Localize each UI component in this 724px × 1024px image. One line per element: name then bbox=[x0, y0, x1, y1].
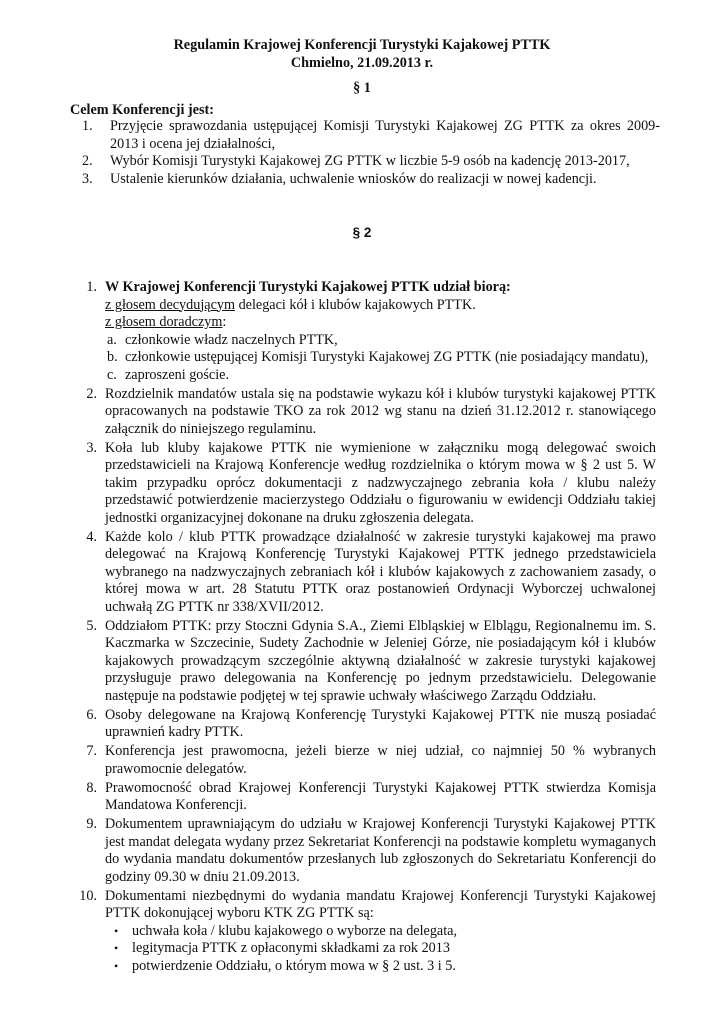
bullet-text: potwierdzenie Oddziału, o którym mowa w § 2 ust. 3 i 5. bbox=[132, 957, 456, 974]
sublist-item bbox=[105, 349, 656, 367]
item-number: 7. bbox=[86, 743, 97, 759]
sub-text: członkowie władz naczelnych PTTK, bbox=[125, 331, 338, 348]
item-number: 1. bbox=[86, 279, 97, 295]
decisive-vote-text: delegaci kół i klubów kajakowych PTTK. bbox=[235, 296, 476, 313]
decisive-vote-label: z głosem decydującym bbox=[105, 296, 236, 313]
advisory-vote-line bbox=[105, 314, 656, 332]
item-text: Koła lub kluby kajakowe PTTK nie wymienione w załączniku mogą delegować swoich przedstawicieli na Krajową Konferencje według rozdzielnika o którym mowa w § 2 ust 5. W takim przypadku oprócz dokumentacji z nadzwyczajnego zebrania koła / klubu należy przedstawić potwierdzenie macierzystego Oddziału o figurowaniu w ewidencji Oddziału takiej jednostki organizacyjnej dokonane na druku zgłoszenia delegata. bbox=[105, 439, 656, 526]
list-item bbox=[74, 279, 656, 384]
sub-letter: c. bbox=[107, 366, 117, 383]
list-item bbox=[70, 171, 660, 189]
item-text: Konferencja jest prawomocna, jeżeli bierze w niej udział, co najmniej 50 % wybranych prawomocnie delegatów. bbox=[105, 743, 656, 777]
list-item bbox=[70, 153, 660, 171]
item-text: Dokumentami niezbędnymi do wydania mandatu Krajowej Konferencji Turystyki Kajakowej PTTK dokonującej wyboru KTK ZG PTTK są: bbox=[105, 887, 656, 921]
sub-text: członkowie ustępującej Komisji Turystyki Kajakowej ZG PTTK (nie posiadający mandatu), bbox=[125, 349, 649, 365]
item-text: Oddziałom PTTK: przy Stoczni Gdynia S.A., Ziemi Elbląskiej w Elblągu, Regionalnemu im. S. Kaczmarka w Szczecinie, Sudety Zachodnie w Jeleniej Górze, nie posiadającym kół i klubów kajakowych prowadzącym szczególnie aktywną działalność w zakresie turystyki kajakowej przysługuje prawo delegowania na Konferencję po jednym przedstawicielu. Delegowanie następuje na podstawie podjętej w tej sprawie uchwały właściwego Zarządu Oddziału. bbox=[105, 617, 656, 704]
list-item bbox=[74, 816, 656, 886]
list-item bbox=[74, 743, 656, 778]
item-number: 2. bbox=[82, 153, 93, 169]
bullet-item bbox=[105, 958, 656, 976]
decisive-vote-line bbox=[105, 297, 656, 315]
sub-letter: a. bbox=[107, 331, 117, 348]
place-date: Chmielno, 21.09.2013 r. bbox=[290, 55, 434, 71]
list-item bbox=[74, 386, 656, 439]
list-item bbox=[74, 780, 656, 815]
sublist-item bbox=[105, 367, 656, 385]
item-text: Wybór Komisji Turystyki Kajakowej ZG PTTK w liczbie 5-9 osób na kadencję 2013-2017, bbox=[110, 153, 630, 169]
item-number: 3. bbox=[86, 439, 97, 456]
item-text: Ustalenie kierunków działania, uchwalenie wniosków do realizacji w nowej kadencji. bbox=[110, 170, 597, 187]
item-number: 1. bbox=[82, 118, 93, 134]
sublist-item bbox=[105, 332, 656, 350]
sub-letter: b. bbox=[107, 349, 118, 365]
list-item bbox=[74, 888, 656, 976]
item-number: 6. bbox=[86, 706, 97, 723]
item-number: 9. bbox=[86, 816, 97, 832]
item-text: Przyjęcie sprawozdania ustępującej Komisji Turystyki Kajakowej ZG PTTK za okres 2009-2013 i ocena jej działalności, bbox=[110, 118, 660, 152]
section-2-heading: § 2 bbox=[352, 225, 372, 240]
section-2-list bbox=[74, 279, 656, 977]
bullet-item bbox=[105, 923, 656, 941]
section-1-list bbox=[70, 118, 660, 188]
bullet-icon: • bbox=[114, 923, 119, 938]
bullet-text: uchwała koła / klubu kajakowego o wyborze na delegata, bbox=[132, 922, 458, 939]
documents-bullet-list bbox=[105, 923, 656, 976]
advisory-vote-colon: : bbox=[222, 314, 227, 330]
item-number: 5. bbox=[86, 617, 97, 634]
list-item bbox=[74, 707, 656, 742]
item-text: Dokumentem uprawniającym do udziału w Krajowej Konferencji Turystyki Kajakowej PTTK jest mandat delegata wydany przez Sekretariat Konferencji na podstawie kompletu wymaganych do wydania mandatu dokumentów przesłanych lub zgłoszonych do Sekretariatu Konferencji do godziny 09.30 w dniu 21.09.2013. bbox=[105, 816, 656, 885]
section-1-heading: § 1 bbox=[353, 80, 371, 96]
bullet-text: legitymacja PTTK z opłaconymi składkami za rok 2013 bbox=[132, 940, 450, 956]
item-text: Rozdzielnik mandatów ustala się na podstawie wykazu kół i klubów turystyki kajakowej PTTK opracowanych na podstawie TKO za rok 2012 wg stanu na dzień 31.12.2012 r. stanowiącego załącznik do niniejszego regulaminu. bbox=[105, 385, 656, 437]
advisory-sublist bbox=[105, 332, 656, 385]
bullet-icon: • bbox=[114, 941, 119, 955]
list-item bbox=[70, 118, 660, 153]
section-1-lead: Celem Konferencji jest: bbox=[70, 102, 214, 118]
item-number: 10. bbox=[79, 887, 97, 904]
item-text: Każde kolo / klub PTTK prowadzące działalność w zakresie turystyki kajakowej ma prawo delegować na Krajową Konferencję Turystyki Kajakowej PTTK jednego przedstawiciela wybranego na nadzwyczajnych zebraniach kół i klubów kajakowych z zachowaniem zasady, o której mowa w art. 28 Statutu PTTK oraz postanowień Ordynacji Wyborczej uchwalonej uchwałą ZG PTTK nr 338/XVII/2012. bbox=[105, 528, 656, 615]
bullet-icon: • bbox=[114, 958, 119, 973]
item-number: 3. bbox=[82, 170, 93, 187]
item-number: 4. bbox=[86, 528, 97, 545]
list-item bbox=[74, 440, 656, 528]
item-text: Osoby delegowane na Krajową Konferencję Turystyki Kajakowej PTTK nie muszą posiadać uprawnień kadry PTTK. bbox=[105, 706, 656, 740]
sub-text: zaproszeni goście. bbox=[125, 366, 229, 383]
list-item bbox=[74, 529, 656, 617]
list-item bbox=[74, 618, 656, 706]
item-number: 2. bbox=[86, 385, 97, 402]
item-number: 8. bbox=[86, 779, 97, 796]
participants-heading: W Krajowej Konferencji Turystyki Kajakowej PTTK udział biorą: bbox=[105, 279, 511, 295]
item-text: Prawomocność obrad Krajowej Konferencji Turystyki Kajakowej PTTK stwierdza Komisja Mandatowa Konferencji. bbox=[105, 779, 656, 813]
advisory-vote-label: z głosem doradczym bbox=[105, 314, 223, 330]
bullet-item bbox=[105, 940, 656, 958]
document-title: Regulamin Krajowej Konferencji Turystyki Kajakowej PTTK bbox=[173, 37, 551, 53]
